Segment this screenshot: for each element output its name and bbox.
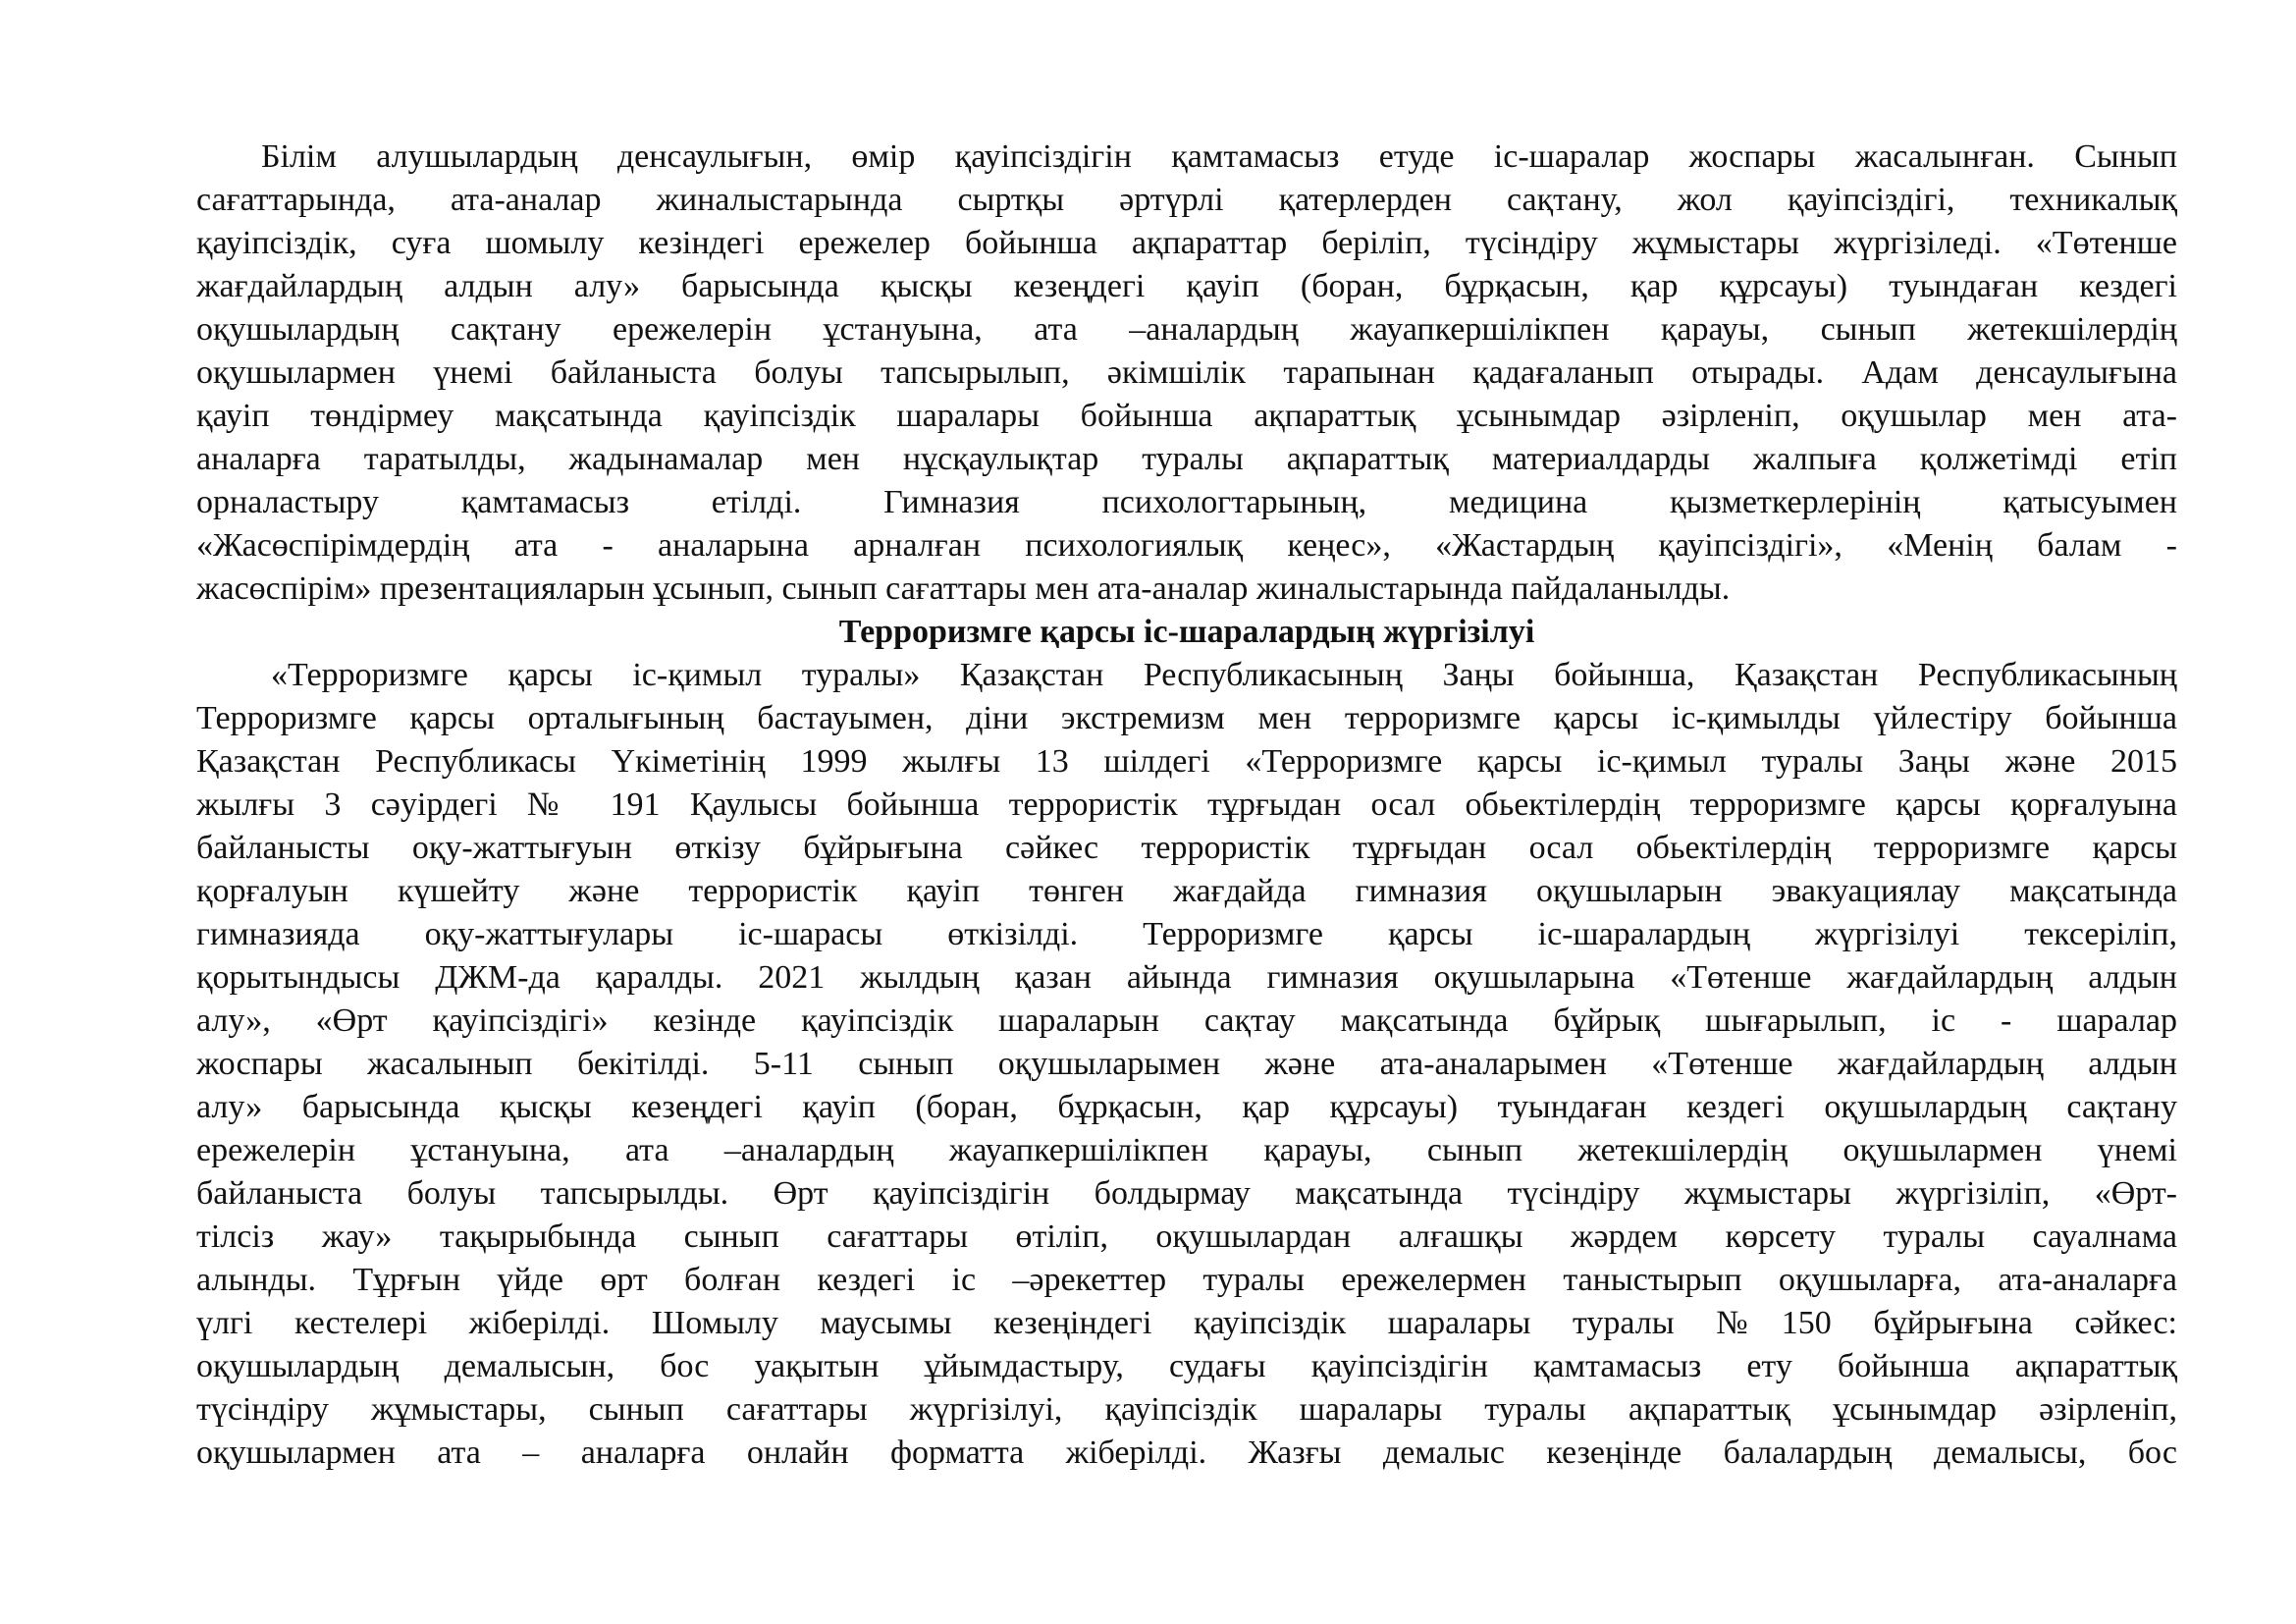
text-line: Білім алушылардың денсаулығын, өмір қауіпсіздігін қамтамасыз етуде іс-шаралар жоспары жасалынған. Сынып [261, 138, 2177, 175]
text-line: орналастыру қамтамасыз етілді. Гимназия психологтарының, медицина қызметкерлерінің қатысуымен [196, 484, 2177, 520]
text-line: «Терроризмге қарсы іс-қимыл туралы» Қазақстан Республикасының Заңы бойынша, Қазақстан Республикасының [271, 657, 2177, 693]
text-line: Қазақстан Республикасы Үкіметінің 1999 жылғы 13 шілдегі «Терроризмге қарсы іс-қимыл туралы Заңы және 2015 [196, 743, 2177, 780]
text-line: оқушылармен ата – аналарға онлайн форматта жіберілді. Жазғы демалыс кезеңінде балалардың демалысы, бос [196, 1435, 2177, 1471]
document-page [196, 135, 2177, 1475]
text-line: ережелерін ұстануына, ата –аналардың жауапкершілікпен қарауы, сынып жетекшілердің оқушылармен үнемі [196, 1132, 2177, 1168]
text-line: алынды. Тұрғын үйде өрт болған кездегі іс –әрекеттер туралы ережелермен таныстырып оқушыларға, ата-аналарға [196, 1262, 2177, 1298]
text-line: сағаттарында, ата-аналар жиналыстарында сыртқы әртүрлі қатерлерден сақтану, жол қауіпсіздігі, техникалық [196, 182, 2177, 218]
text-line: аналарға таратылды, жадынамалар мен нұсқаулықтар туралы ақпараттық материалдарды жалпыға қолжетімді етіп [196, 441, 2177, 477]
paragraph-anti-terrorism [196, 654, 2177, 1475]
text-line: үлгі кестелері жіберілді. Шомылу маусымы кезеңіндегі қауіпсіздік шаралары туралы №150 бұйрығына сәйкес: [196, 1305, 2177, 1341]
paragraph-child-safety [196, 135, 2177, 611]
text-line: «Жасөспірімдердің ата - аналарына арналған психологиялық кеңес», «Жастардың қауіпсіздігі», «Менің балам - [196, 527, 2177, 564]
text-line: оқушылардың демалысын, бос уақытын ұйымдастыру, судағы қауіпсіздігін қамтамасыз ету бойынша ақпараттық [196, 1348, 2177, 1384]
text-line: гимназияда оқу-жаттығулары іс-шарасы өткізілді. Терроризмге қарсы іс-шаралардың жүргізілуі тексеріліп, [196, 916, 2177, 952]
text-line: оқушылардың сақтану ережелерін ұстануына, ата –аналардың жауапкершілікпен қарауы, сынып жетекшілердің [196, 311, 2177, 348]
text-line: түсіндіру жұмыстары, сынып сағаттары жүргізілуі, қауіпсіздік шаралары туралы ақпараттық ұсынымдар әзірленіп, [196, 1391, 2177, 1428]
text-line: оқушылармен үнемі байланыста болуы тапсырылып, әкімшілік тарапынан қадағаланып отырады. Адам денсаулығына [196, 354, 2177, 391]
text-line: қауіп төндірмеу мақсатында қауіпсіздік шаралары бойынша ақпараттық ұсынымдар әзірленіп, оқушылар мен ата- [196, 398, 2177, 434]
text-line: жоспары жасалынып бекітілді. 5-11 сынып оқушыларымен және ата-аналарымен «Төтенше жағдайлардың алдын [196, 1046, 2177, 1082]
text-line: жасөспірім» презентацияларын ұсынып, сынып сағаттары мен ата-аналар жиналыстарында пайдаланылды. [196, 570, 1731, 607]
section-heading: Терроризмге қарсы іс-шаралардың жүргізілуі [838, 614, 1535, 650]
text-line: байланыста болуы тапсырылды. Өрт қауіпсіздігін болдырмау мақсатында түсіндіру жұмыстары жүргізіліп, «Өрт- [196, 1175, 2177, 1212]
text-line: жылғы 3 сәуірдегі № 191 Қаулысы бойынша террористік тұрғыдан осал обьектілердің терроризмге қарсы қорғалуына [196, 786, 2177, 823]
text-line: жағдайлардың алдын алу» барысында қысқы кезеңдегі қауіп (боран, бұрқасын, қар құрсауы) туындаған кездегі [196, 268, 2177, 304]
text-line: тілсіз жау» тақырыбында сынып сағаттары өтіліп, оқушылардан алғашқы жәрдем көрсету туралы сауалнама [196, 1218, 2177, 1255]
text-line: Терроризмге қарсы орталығының бастауымен, діни экстремизм мен терроризмге қарсы іс-қимылды үйлестіру бойынша [196, 700, 2177, 736]
text-line: қауіпсіздік, суға шомылу кезіндегі ережелер бойынша ақпараттар беріліп, түсіндіру жұмыстары жүргізіледі. «Төтенше [196, 225, 2177, 261]
text-line: қорытындысы ДЖМ-да қаралды. 2021 жылдың қазан айында гимназия оқушыларына «Төтенше жағдайлардың алдын [196, 959, 2177, 996]
text-line: байланысты оқу-жаттығуын өткізу бұйрығына сәйкес террористік тұрғыдан осал обьектілердің терроризмге қарсы [196, 830, 2177, 866]
text-line: қорғалуын күшейту және террористік қауіп төнген жағдайда гимназия оқушыларын эвакуациялау мақсатында [196, 873, 2177, 909]
text-line: алу» барысында қысқы кезеңдегі қауіп (боран, бұрқасын, қар құрсауы) туындаған кездегі оқушылардың сақтану [196, 1089, 2177, 1125]
text-line: алу», «Өрт қауіпсіздігі» кезінде қауіпсіздік шараларын сақтау мақсатында бұйрық шығарылып, іс - шаралар [196, 1002, 2177, 1039]
